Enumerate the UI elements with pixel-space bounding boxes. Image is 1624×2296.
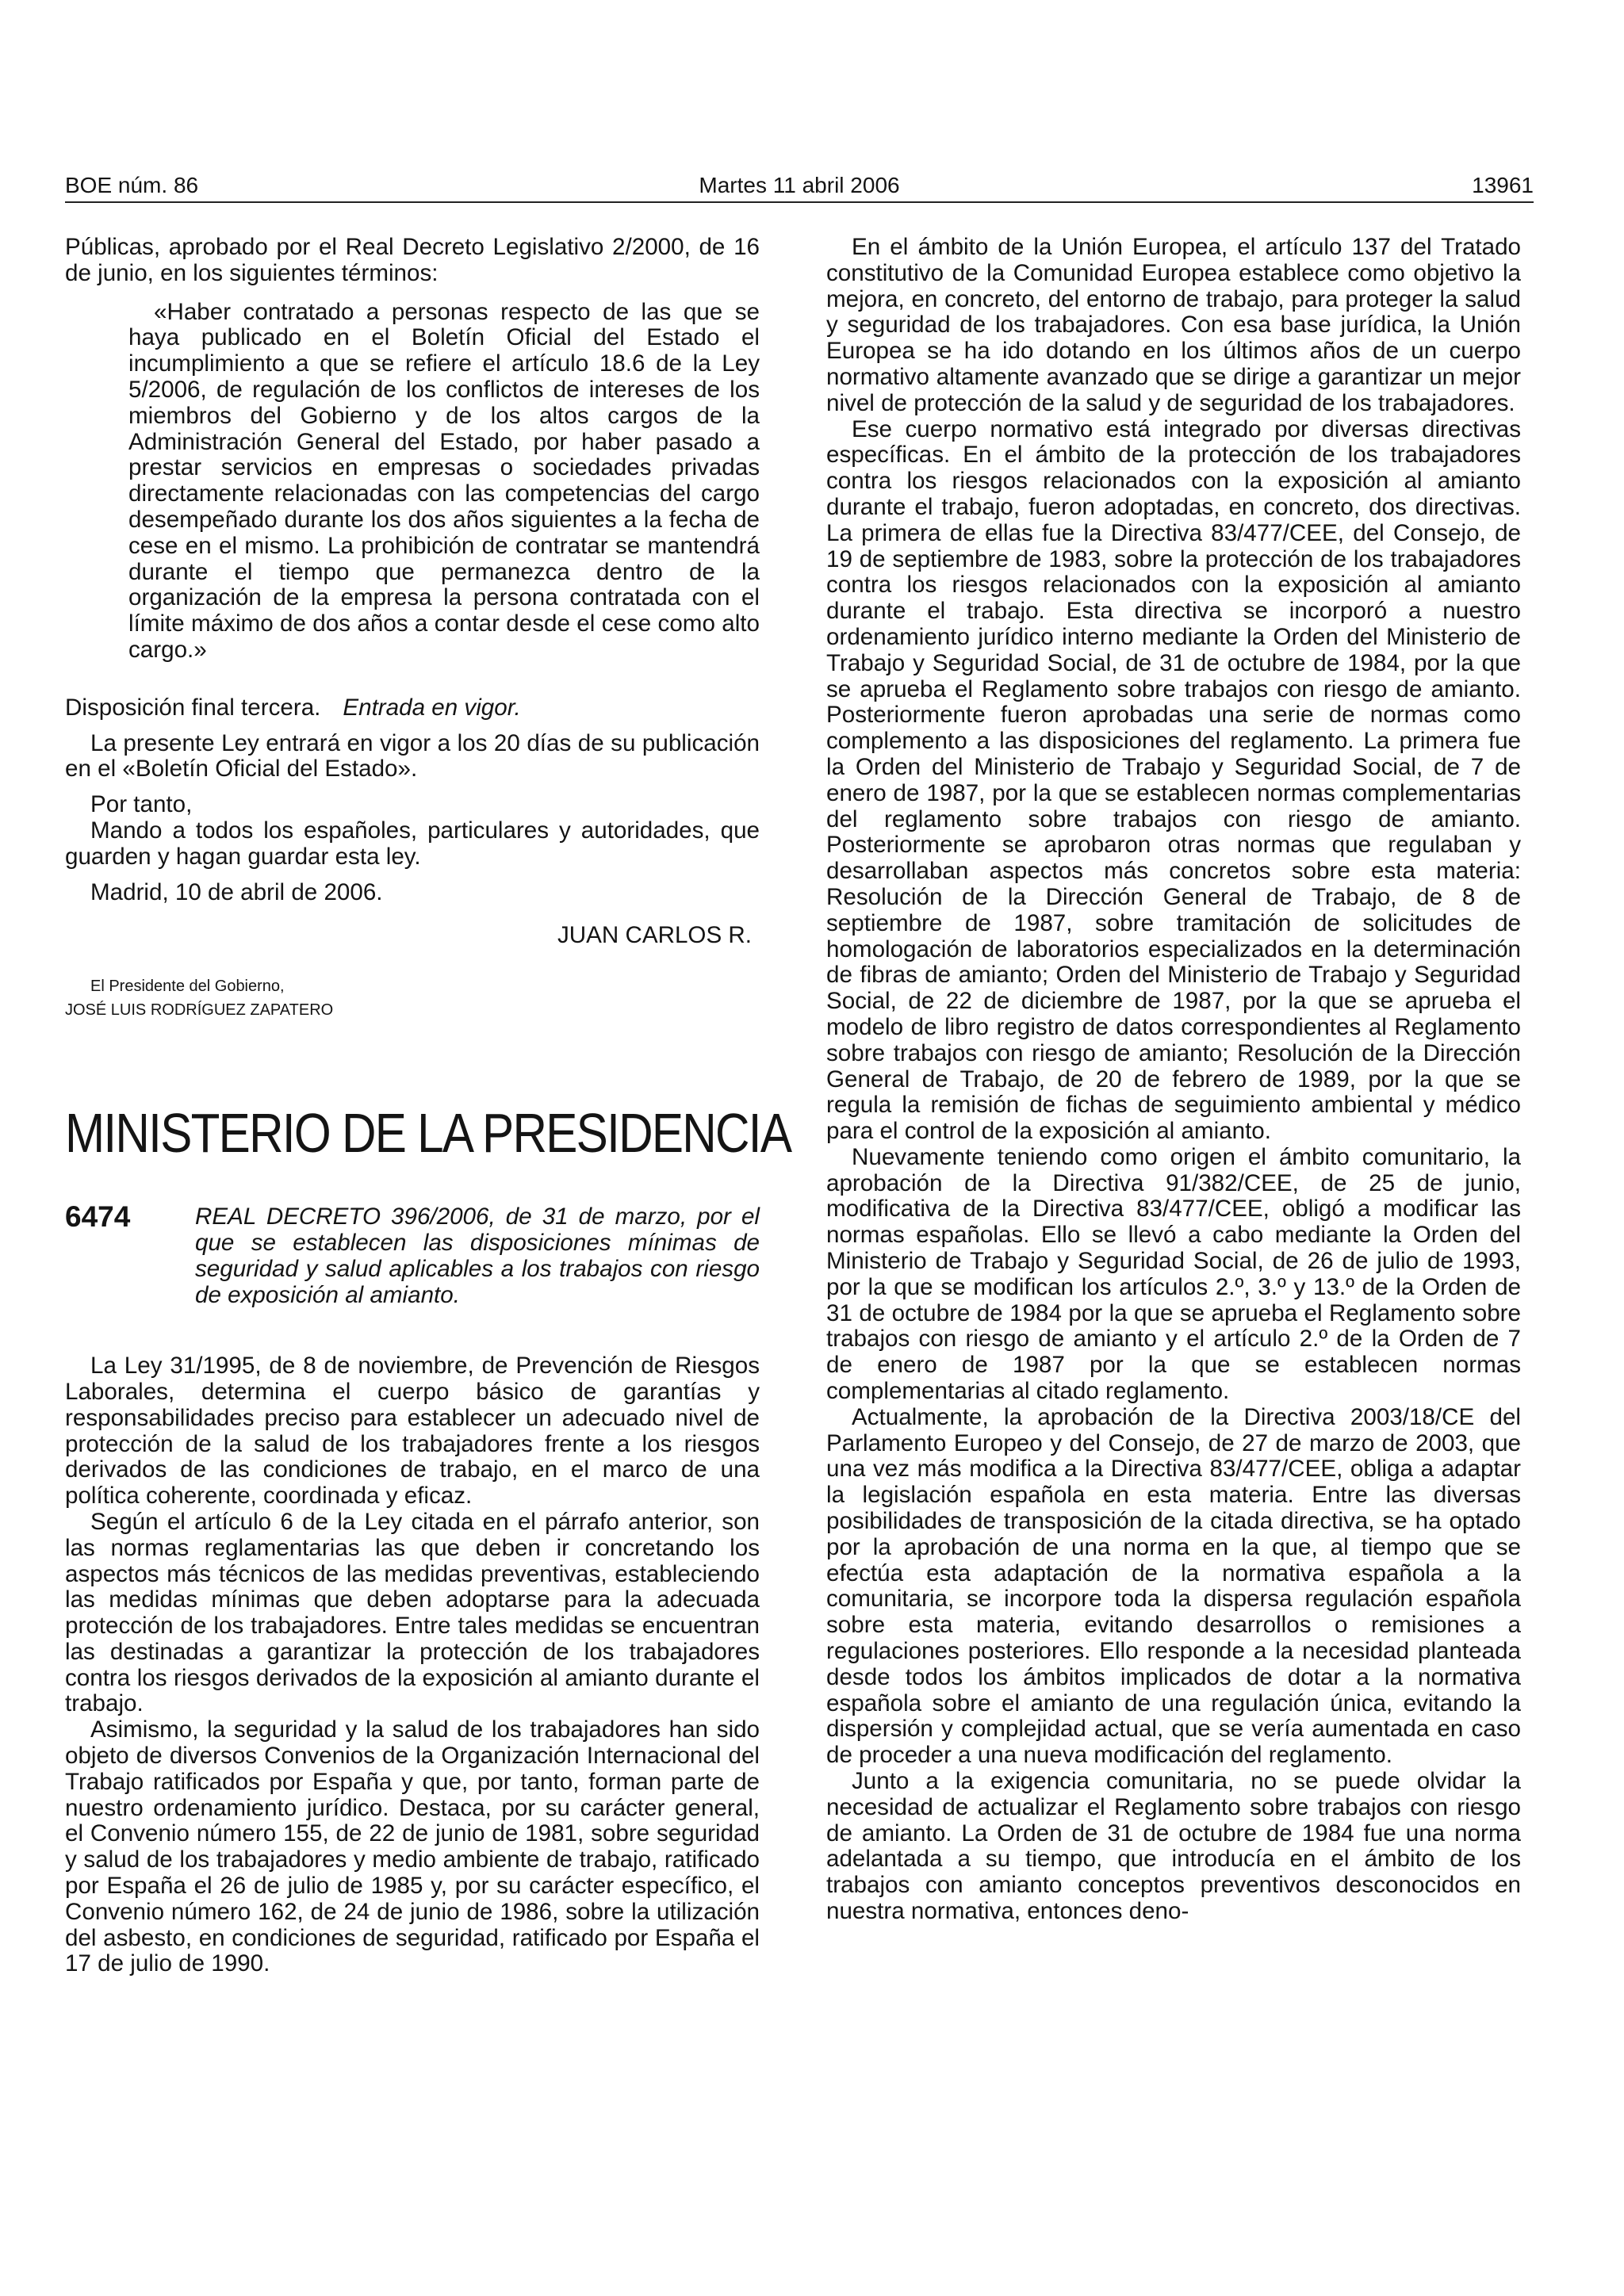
paragraph: Nuevamente teniendo como origen el ámbito comunitario, la aprobación de la Directiva 91/382/CEE, de 25 de junio, modificativa de la Directiva 83/477/CEE, obligó a modificar las normas españolas. Ello se llevó a cabo mediante la Orden del Ministerio de Trabajo y Seguridad Social, de 26 de julio de 1993, por la que se modifican los artículos 2.º, 3.º y 13.º de la Orden de 31 de octubre de 1984 por la que se aprueba el Reglamento sobre trabajos con riesgo de amianto y el artículo 2.º de la Orden de 7 de enero de 1987 por la que se establecen normas complementarias al citado reglamento.	[826, 1143, 1521, 1405]
decree-heading	[65, 1200, 760, 1315]
paragraph: Mando a todos los españoles, particulares y autoridades, que guarden y hagan guardar esta ley.	[65, 817, 760, 870]
paragraph: La Ley 31/1995, de 8 de noviembre, de Prevención de Riesgos Laborales, determina el cuerpo básico de garantías y responsabilidades preciso para establecer un adecuado nivel de protección de la salud de los trabajadores frente a los riesgos derivados de las condiciones de trabajo, en el marco de una política coherente, coordinada y eficaz.	[65, 1353, 760, 1510]
decree-body	[65, 1353, 760, 1977]
header-page-number: 13961	[1472, 173, 1534, 197]
paragraph: Junto a la exigencia comunitaria, no se puede olvidar la necesidad de actualizar el Reglamento sobre trabajos con riesgo de amianto. La Orden de 31 de octubre de 1984 fue una norma adelantada a su tiempo, que introducía en el ámbito de los trabajos con amianto conceptos preventivos desconocidos en nuestra normativa, entonces deno-	[826, 1768, 1521, 1924]
paragraph: Ese cuerpo normativo está integrado por diversas directivas específicas. En el ámbito de la protección de los trabajadores contra los riesgos relacionados con la exposición al amianto durante el trabajo, fueron adoptadas, en concreto, dos directivas. La primera de ellas fue la Directiva 83/477/CEE, del Consejo, de 19 de septiembre de 1983, sobre la protección de los trabajadores contra los riesgos relacionados con la exposición al amianto durante el trabajo. Esta directiva se incorporó a nuestro ordenamiento jurídico interno mediante la Orden del Ministerio de Trabajo y Seguridad Social, de 31 de octubre de 1984, por la que se aprueba el Reglamento sobre trabajos con riesgo de amianto. Posteriormente fueron aprobadas una serie de normas como complemento a las disposiciones del reglamento. La primera fue la Orden del Ministerio de Trabajo y Seguridad Social, de 7 de enero de 1987, por la que se establecen normas complementarias del reglamento sobre trabajos con riesgo de amianto. Posteriormente se aprobaron otras normas que regulaban y desarrollaban aspectos más concretos sobre esta materia: Resolución de la Dirección General de Trabajo, de 8 de septiembre de 1987, sobre tramitación de solicitudes de homologación de laboratorios especializados en la determinación de fibras de amianto; Orden del Ministerio de Trabajo y Seguridad Social, de 22 de diciembre de 1987, por la que se aprueba el modelo de libro registro de datos correspondientes al Reglamento sobre trabajos con riesgo de amianto; Resolución de la Dirección General de Trabajo, de 20 de febrero de 1989, por la que se regula la remisión de fichas de seguimiento ambiental y médico para el control de la exposición al amianto.	[826, 415, 1521, 1145]
provision-title: Entrada en vigor.	[343, 694, 521, 721]
ministry-heading: MINISTERIO DE LA PRESIDENCIA	[65, 1102, 791, 1165]
king-signature: JUAN CARLOS R.	[557, 922, 752, 949]
paragraph: Asimismo, la seguridad y la salud de los trabajadores han sido objeto de diversos Convenios de la Organización Internacional del Trabajo ratificados por España y que, por tanto, forman parte de nuestro ordenamiento jurídico. Destaca, por su carácter general, el Convenio número 155, de 22 de junio de 1981, sobre seguridad y salud de los trabajadores y medio ambiente de trabajo, ratificado por España el 26 de julio de 1985 y, por su carácter específico, el Convenio número 162, de 24 de junio de 1986, sobre la utilización del asbesto, en condiciones de seguridad, ratificado por España el 17 de julio de 1990.	[65, 1716, 760, 1977]
paragraph: Actualmente, la aprobación de la Directiva 2003/18/CE del Parlamento Europeo y del Consejo, de 27 de marzo de 2003, que una vez más modifica a la Directiva 83/477/CEE, obliga a adaptar la legislación española en esta materia. Entre las diversas posibilidades de transposición de la citada directiva, se ha optado por la aprobación de una norma en la que, al tiempo que se efectúa esta adaptación de la normativa española a la comunitaria, se incorpore toda la dispersa regulación española sobre esta materia, evitando desarrollos o remisiones a regulaciones posteriores. Ello responde a la necesidad planteada desde todos los ámbitos implicados de dotar a la normativa española sobre el amianto de una regulación única, evitando la dispersión y complejidad actual, que se vería aumentada en caso de proceder a una nueva modificación del reglamento.	[826, 1403, 1521, 1769]
header-date: Martes 11 abril 2006	[699, 173, 900, 197]
paragraph: Por tanto,	[90, 791, 193, 818]
quoted-text: «Haber contratado a personas respecto de las que se haya publicado en el Boletín Oficial del Estado el incumplimiento a que se refiere el artículo 18.6 de la Ley 5/2006, de regulación de los conflictos de intereses de los miembros del Gobierno y de los altos cargos de la Administración General del Estado, por haber pasado a prestar servicios en empresas o sociedades privadas directamente relacionadas con las competencias del cargo desempeñado durante los dos años siguientes a la fecha de cese en el mismo. La prohibición de contratar se mantendrá durante el tiempo que permanezca dentro de la organización de la empresa la persona contratada con el límite máximo de dos años a contar desde el cese como alto cargo.»	[128, 298, 760, 663]
paragraph: Según el artículo 6 de la Ley citada en el párrafo anterior, son las normas reglamentarias las que deben ir concretando los aspectos más técnicos de las medidas preventivas, estableciendo las medidas mínimas que deben adoptarse para la adecuada protección de los trabajadores. Entre tales medidas se encuentran las destinadas a garantizar la protección de los trabajadores contra los riesgos derivados de la exposición al amianto durante el trabajo.	[65, 1508, 760, 1717]
decree-title: REAL DECRETO 396/2006, de 31 de marzo, por el que se establecen las disposiciones mínimas de seguridad y salud aplicables a los trabajos con riesgo de exposición al amianto.	[195, 1203, 760, 1308]
left-column	[65, 234, 791, 1977]
final-provision-heading	[65, 695, 760, 721]
president-name: JOSÉ LUIS RODRÍGUEZ ZAPATERO	[65, 1001, 334, 1020]
president-title: El Presidente del Gobierno,	[90, 978, 285, 996]
decree-number: 6474	[65, 1200, 131, 1234]
header-bulletin-number: BOE núm. 86	[65, 173, 199, 197]
page-header	[65, 173, 1534, 203]
president-signature	[65, 974, 760, 1022]
paragraph: Públicas, aprobado por el Real Decreto Legislativo 2/2000, de 16 de junio, en los siguientes términos:	[65, 234, 760, 286]
paragraph: En el ámbito de la Unión Europea, el artículo 137 del Tratado constitutivo de la Comunidad Europea establece como objetivo la mejora, en concreto, del entorno de trabajo, para proteger la salud y seguridad de los trabajadores. Con esa base jurídica, la Unión Europea se ha ido dotando en los últimos años de un cuerpo normativo altamente avanzado que se dirige a garantizar un mejor nivel de protección de la salud y de seguridad de los trabajadores.	[826, 234, 1521, 416]
date-line: Madrid, 10 de abril de 2006.	[90, 878, 383, 905]
provision-label: Disposición final tercera.	[65, 694, 321, 721]
right-column	[826, 235, 1521, 1925]
paragraph: La presente Ley entrará en vigor a los 20 días de su publicación en el «Boletín Oficial del Estado».	[65, 729, 760, 783]
